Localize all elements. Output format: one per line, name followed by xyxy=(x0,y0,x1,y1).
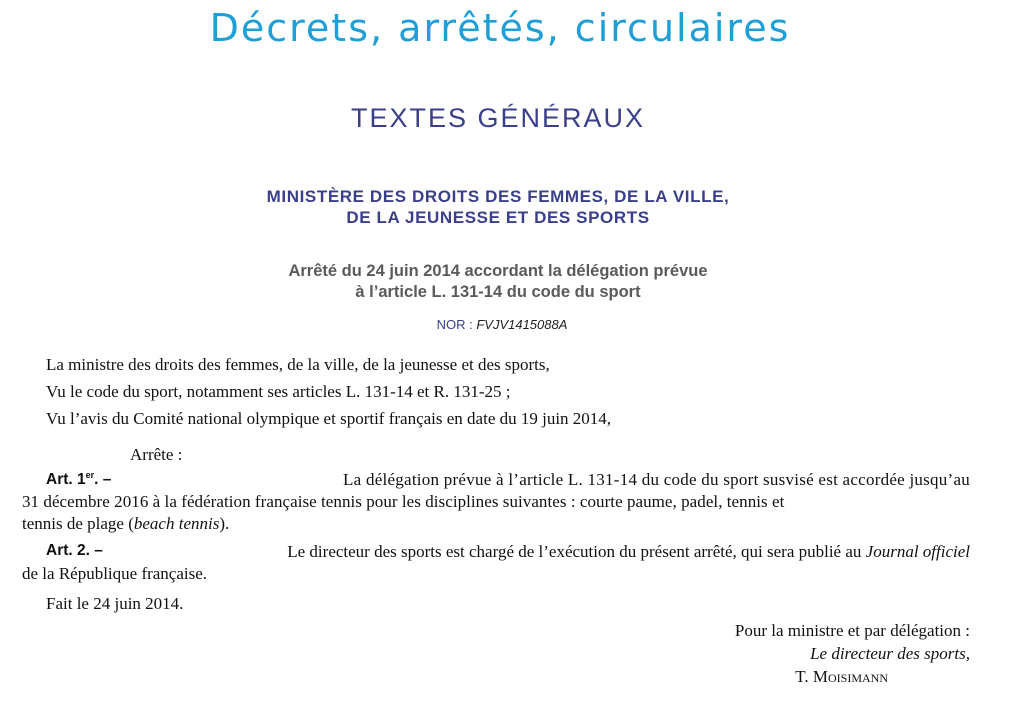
article-2-line-1 xyxy=(46,542,970,562)
preamble-line-2: Vu le code du sport, notamment ses articles L. 131-14 et R. 131-25 ; xyxy=(46,382,511,401)
arrete-title-line-2: à l’article L. 131-14 du code du sport xyxy=(355,283,641,301)
nor-label: NOR : xyxy=(436,317,473,332)
article-1-text-1: La délégation prévue à l’article L. 131-14 du code du sport susvisé est accordée jusqu’au xyxy=(343,470,970,489)
ministry-heading xyxy=(0,186,996,228)
ministry-line-2: DE LA JEUNESSE ET DES SPORTS xyxy=(346,208,650,227)
article-1-line-2: 31 décembre 2016 à la fédération française tennis pour les disciplines suivantes : courte paume, padel, tennis et xyxy=(22,492,785,511)
nor-reference xyxy=(0,317,1004,332)
article-1 xyxy=(22,470,970,540)
article-1-line-3: tennis de plage (beach tennis). xyxy=(22,514,230,533)
article-1-line-1 xyxy=(46,470,970,490)
header-title: Décrets, arrêtés, circulaires xyxy=(209,6,791,50)
article-1-italic: beach tennis xyxy=(133,514,220,533)
article-2-text-1: Le directeur des sports est chargé de l’exécution du présent arrêté, qui sera publié au Journal officiel xyxy=(287,542,970,561)
preamble xyxy=(22,355,970,445)
article-2 xyxy=(22,542,970,592)
nor-code: FVJV1415088A xyxy=(476,317,568,332)
closing-date: Fait le 24 juin 2014. xyxy=(46,594,184,613)
article-1-label: Art. 1er. – xyxy=(46,470,112,489)
arrete-title-line-1: Arrêté du 24 juin 2014 accordant la délégation prévue xyxy=(288,262,708,280)
article-2-label: Art. 2. – xyxy=(46,542,103,559)
signature-line-2: Le directeur des sports, xyxy=(810,644,970,663)
section-heading: TEXTES GÉNÉRAUX xyxy=(350,103,646,133)
preamble-line-3: Vu l’avis du Comité national olympique et sportif français en date du 19 juin 2014, xyxy=(46,409,612,428)
signature-name: T. Moisimann xyxy=(795,667,888,686)
ministry-line-1: MINISTÈRE DES DROITS DES FEMMES, DE LA VILLE, xyxy=(266,187,730,206)
arrete-title xyxy=(0,261,996,303)
preamble-line-1: La ministre des droits des femmes, de la ville, de la jeunesse et des sports, xyxy=(46,355,550,374)
article-2-line-2: de la République française. xyxy=(22,564,208,583)
arrete-word-text: Arrête : xyxy=(130,445,183,464)
signature-line-1: Pour la ministre et par délégation : xyxy=(734,621,970,640)
